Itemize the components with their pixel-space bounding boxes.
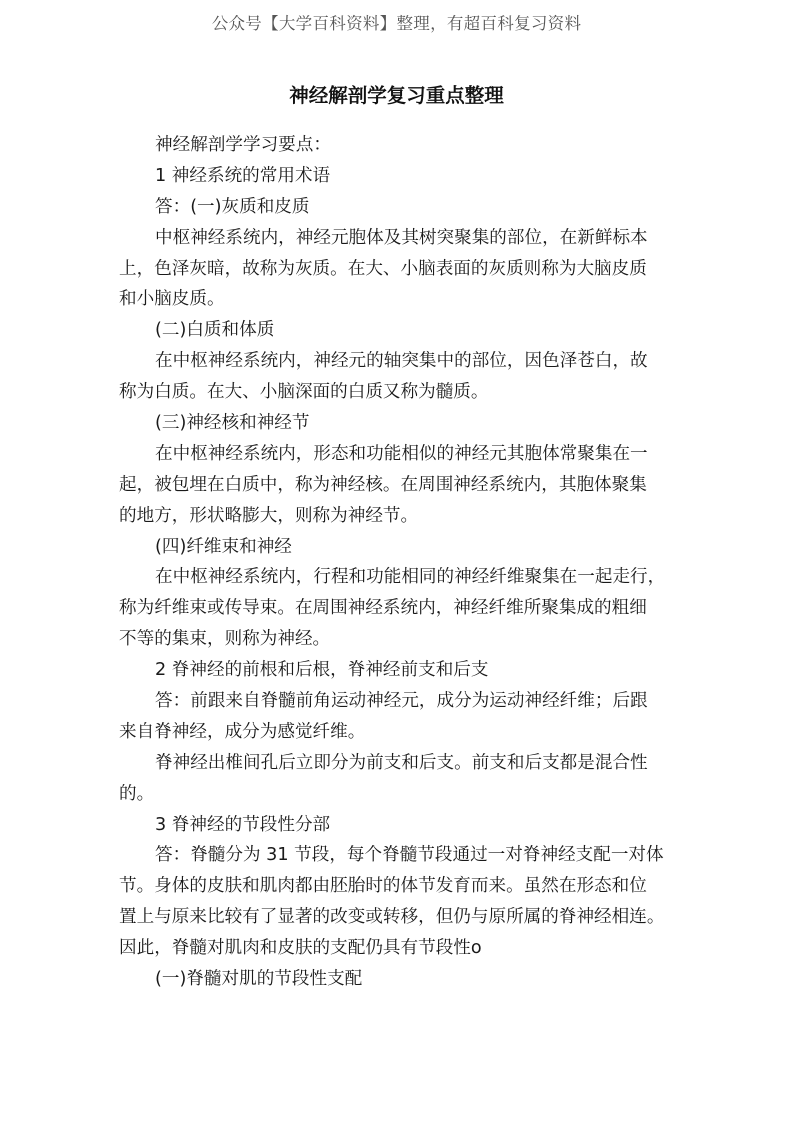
document-title: 神经解剖学复习重点整理 [289, 84, 504, 107]
text-line: 来自脊神经，成分为感觉纤维。 [119, 721, 366, 742]
text-line: 在中枢神经系统内，形态和功能相似的神经元其胞体常聚集在一 [155, 443, 648, 464]
text-line: 答：(一)灰质和皮质 [155, 196, 310, 217]
paragraph [119, 408, 679, 439]
text-line: 置上与原来比较有了显著的改变或转移，但仍与原所属的脊神经相连。 [119, 907, 665, 928]
text-line: 的地方，形状略膨大，则称为神经节。 [119, 505, 419, 526]
paragraph [119, 192, 679, 223]
text-line: (二)白质和体质 [155, 320, 275, 341]
text-line: (一)脊髓对肌的节段性支配 [155, 969, 363, 990]
paragraph [119, 532, 679, 563]
paragraph [119, 439, 679, 532]
text-line: 称为白质。在大、小脑深面的白质又称为髓质。 [119, 382, 489, 403]
text-line: 答：前跟来自脊髓前角运动神经元，成分为运动神经纤维；后跟 [155, 691, 648, 712]
text-line: 的。 [119, 783, 155, 804]
text-line: 在中枢神经系统内，行程和功能相同的神经纤维聚集在一起走行， [155, 567, 666, 588]
text-line: 称为纤维束或传导束。在周围神经系统内，神经纤维所聚集成的粗细 [119, 598, 647, 619]
text-line: 起，被包埋在白质中，称为神经核。在周围神经系统内，其胞体聚集 [119, 474, 647, 495]
document-body [119, 130, 679, 995]
text-line: 上，色泽灰暗，故称为灰质。在大、小脑表面的灰质则称为大脑皮质 [119, 258, 647, 279]
text-line: 脊神经出椎间孔后立即分为前支和后支。前支和后支都是混合性 [155, 752, 648, 773]
paragraph [119, 810, 679, 841]
text-line: 答：脊髓分为 31 节段，每个脊髓节段通过一对脊神经支配一对体 [155, 845, 664, 866]
paragraph [119, 223, 679, 316]
paragraph [119, 655, 679, 686]
text-line: 2 脊神经的前根和后根，脊神经前支和后支 [155, 660, 489, 681]
text-line: 在中枢神经系统内，神经元的轴突集中的部位，因色泽苍白，故 [155, 351, 648, 372]
text-line: 不等的集束，则称为神经。 [119, 629, 331, 650]
paragraph [119, 130, 679, 161]
text-line: 3 脊神经的节段性分部 [155, 814, 331, 835]
paragraph [119, 161, 679, 192]
text-line: (三)神经核和神经节 [155, 413, 310, 434]
page-header: 公众号【大学百科资料】整理，有超百科复习资料 [211, 14, 582, 33]
text-line: 中枢神经系统内，神经元胞体及其树突聚集的部位，在新鲜标本 [155, 227, 648, 248]
paragraph [119, 840, 679, 964]
paragraph [119, 686, 679, 748]
text-line: 1 神经系统的常用术语 [155, 165, 331, 186]
text-line: 神经解剖学学习要点： [155, 135, 331, 155]
text-line: (四)纤维束和神经 [155, 536, 292, 557]
text-line: 节。身体的皮肤和肌肉都由胚胎时的体节发育而来。虽然在形态和位 [119, 876, 647, 897]
paragraph [119, 562, 679, 655]
paragraph [119, 346, 679, 408]
paragraph [119, 964, 679, 995]
text-line: 因此，脊髓对肌肉和皮肤的支配仍具有节段性o [119, 938, 482, 959]
paragraph [119, 315, 679, 346]
text-line: 和小脑皮质。 [119, 289, 225, 310]
paragraph [119, 748, 679, 810]
